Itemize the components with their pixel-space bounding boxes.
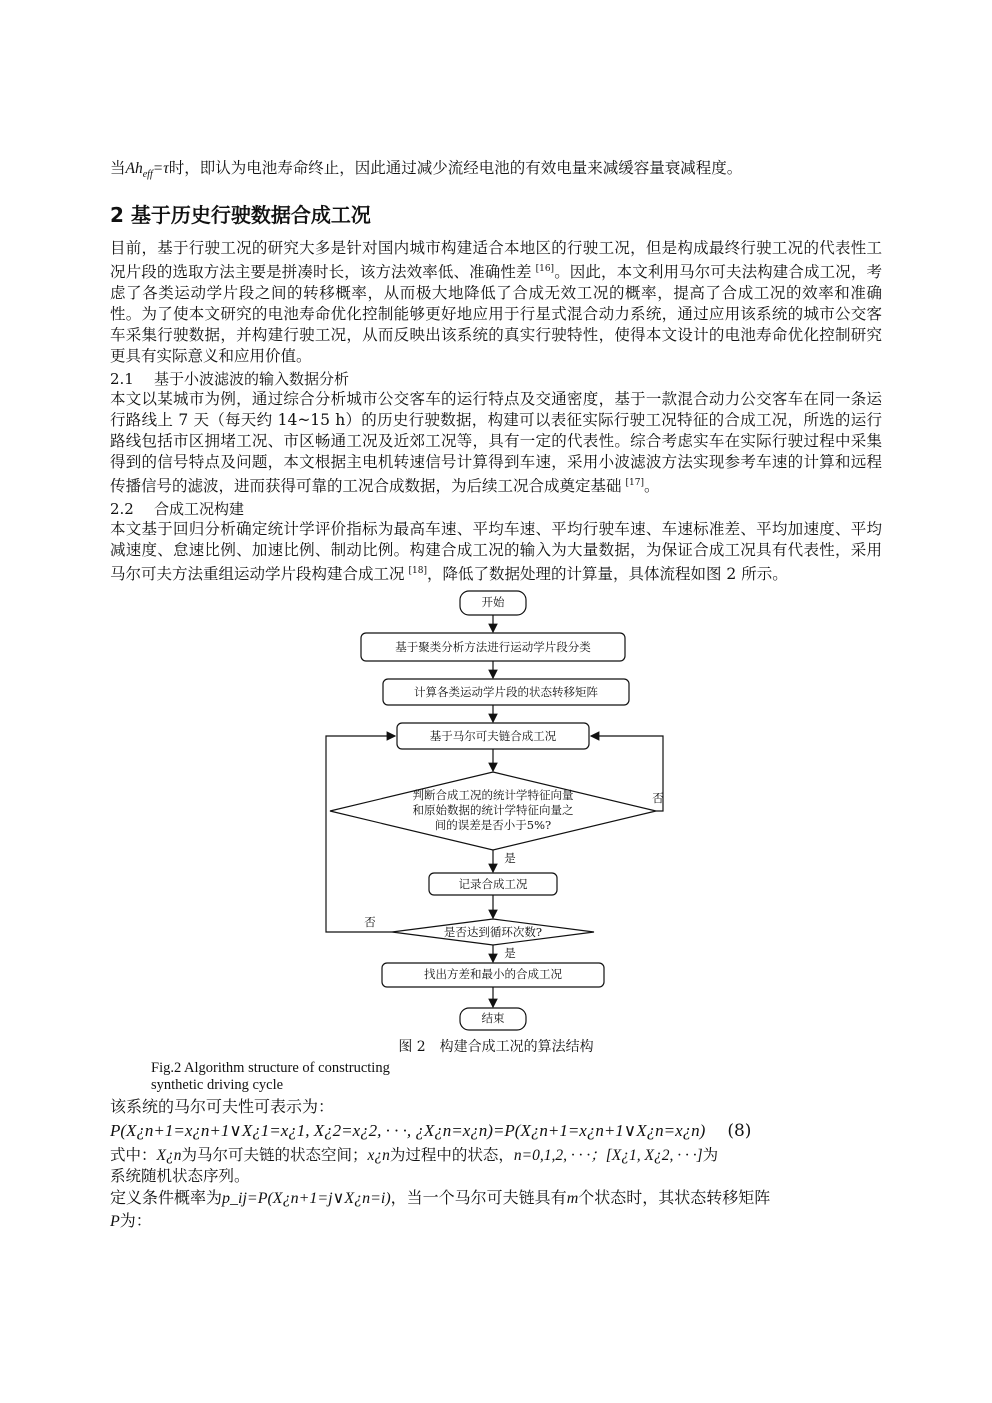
end-label: 结束	[481, 1011, 505, 1026]
sub21-end: 。	[644, 477, 660, 496]
section-title: 2 基于历史行驶数据合成工况	[110, 203, 371, 228]
para1-cont: 。因此，本文利用马尔可夫法构建合成工况，考虑了各类运动学片段之间的转移概率，从而极大地降低了合成无效工况的概率，提高了合成工况的效率和准确性。为了使本文研究的电池寿命优化控制能够更好地应用于行星式混合动力系统，通过应用该系统的城市公交客车采集行驶数据，并构建行驶工况，从而反映出该系统的真实行驶特性，使得本文设计的电池寿命优化控制研究更具有实际意义和应用价值。	[110, 263, 882, 366]
decision2-label: 是否达到循环次数?	[443, 925, 543, 940]
equation-body: P(X¿n+1=x¿n+1∨X¿1=x¿1, X¿2=x¿2, · · ·, ¿X¿n=x¿n)=P(X¿n+1=x¿n+1∨X¿n=x¿n)	[110, 1121, 706, 1141]
decision1-no-label: 否	[652, 791, 664, 806]
page-content	[110, 158, 882, 1233]
where-n: n=0,1,2, · · ·；[X¿1, X¿2, · · ·]	[513, 1147, 703, 1165]
algorithm-flowchart	[110, 589, 882, 1034]
where-mid1: 为马尔可夫链的状态空间；	[181, 1146, 368, 1165]
equation-number: (8)	[727, 1121, 752, 1142]
intro-post: 时，即认为电池寿命终止，因此通过减少流经电池的有效电量来减缓容量衰减程度。	[168, 159, 743, 177]
def-P: P	[110, 1213, 120, 1231]
where-mid2: 为过程中的状态，	[389, 1146, 514, 1165]
decision1-label	[373, 788, 613, 833]
intro-line	[110, 158, 882, 185]
where-paragraph	[110, 1145, 882, 1187]
decision1-line2: 和原始数据的统计学特征向量之	[412, 803, 574, 818]
equation-8	[110, 1119, 882, 1143]
intro-pre: 当	[110, 159, 126, 177]
subsection-2-1-heading	[110, 368, 882, 389]
where-end: 为	[702, 1146, 719, 1165]
citation-18: [18]	[408, 566, 427, 577]
decision1-line1: 判断合成工况的统计学特征向量	[412, 788, 574, 803]
step5-label: 找出方差和最小的合成工况	[424, 967, 562, 982]
decision1-line3: 间的误差是否小于5%?	[434, 818, 552, 833]
subsection-number: 2.2	[110, 500, 134, 519]
where-line2: 系统随机状态序列。	[110, 1167, 250, 1186]
figure-caption-cn: 图 2 构建合成工况的算法结构	[398, 1039, 594, 1056]
sub22-end: ，降低了数据处理的计算量，具体流程如图 2 所示。	[427, 565, 788, 584]
subsection-title: 基于小波滤波的输入数据分析	[154, 370, 350, 389]
def-end: 为：	[119, 1211, 152, 1231]
para1-text: 目前，基于行驶工况的研究大多是针对国内城市构建适合本地区的行驶工况，但是构成最终行驶工况的代表性工况片段的选取方法主要是拼凑时长，该方法效率低、准确性差	[110, 239, 882, 282]
sub22-text: 本文基于回归分析确定统计学评价指标为最高车速、平均车速、平均行驶车速、车速标准差、平均加速度、平均减速度、怠速比例、加速比例、制动比例。构建合成工况的输入为大量数据，为保证合成工况具有代表性，采用马尔可夫方法重组运动学片段构建合成工况	[110, 520, 882, 584]
markov-intro: 该系统的马尔可夫性可表示为：	[110, 1097, 335, 1117]
subsection-2-2-paragraph	[110, 519, 882, 585]
where-x: X¿n	[156, 1147, 182, 1165]
citation-17: [17]	[625, 478, 644, 489]
citation-16: [16]	[535, 264, 555, 275]
step1-label: 基于聚类分析方法进行运动学片段分类	[395, 640, 591, 655]
subsection-2-1-paragraph	[110, 389, 882, 497]
decision2-no-label: 否	[364, 915, 376, 930]
definition-paragraph	[110, 1187, 882, 1233]
decision2-yes-label: 是	[504, 946, 516, 961]
intro-math: $Ah_{eff}=\tau$	[125, 160, 169, 181]
def-math: p_ij=P(X¿n+1=j∨X¿n=i)	[222, 1190, 391, 1208]
step3-label: 基于马尔可夫链合成工况	[429, 729, 557, 744]
where-xn: x¿n	[367, 1147, 390, 1165]
decision1-yes-label: 是	[504, 851, 516, 866]
def-mid: ，当一个马尔可夫链具有	[390, 1188, 567, 1208]
def-m: m	[566, 1190, 579, 1208]
sub21-text: 本文以某城市为例，通过综合分析城市公交客车的运行特点及交通密度，基于一款混合动力公交客车在同一条运行路线上 7 天（每天约 14~15 h）的历史行驶数据，构建可以表征实际行驶工况特征的合成工况，所选的运行路线包括市区拥堵工况、市区畅通工况及近郊工况等，具有一定的代表性。综合考虑实车在实际行驶过程中采集得到的信号特点及问题，本文根据主电机转速信号计算得到车速，采用小波滤波方法实现参考车速的计算和远程传播信号的滤波，进而获得可靠的工况合成数据，为后续工况合成奠定基础	[110, 390, 882, 496]
def-pre: 定义条件概率为	[110, 1188, 223, 1208]
step4-label: 记录合成工况	[458, 877, 528, 892]
section-paragraph	[110, 238, 882, 367]
subsection-2-2-heading	[110, 498, 882, 519]
start-label: 开始	[481, 595, 505, 610]
def-post: 个状态时，其状态转移矩阵	[578, 1188, 771, 1208]
subsection-title: 合成工况构建	[154, 500, 245, 519]
where-pre: 式中：	[110, 1146, 157, 1165]
step2-label: 计算各类运动学片段的状态转移矩阵	[414, 685, 598, 700]
figure-caption-en	[151, 1060, 882, 1094]
caption-en-line1: Fig.2 Algorithm structure of constructing	[151, 1060, 390, 1077]
subsection-number: 2.1	[110, 370, 134, 389]
caption-en-line2: synthetic driving cycle	[151, 1077, 284, 1094]
